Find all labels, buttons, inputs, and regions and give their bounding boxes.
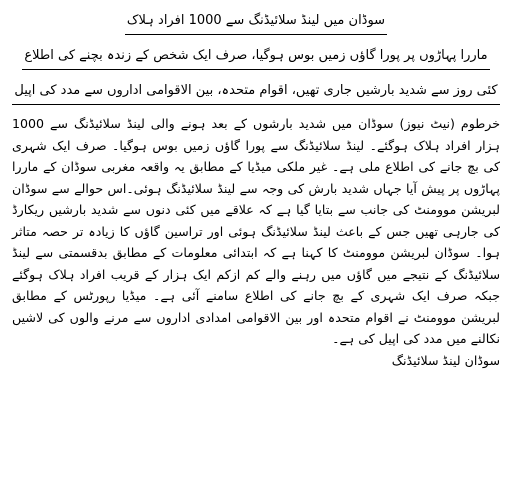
headline-sub-2: کئی روز سے شدید بارشیں جاری تھیں، اقوام متحدہ، بین الاقوامی اداروں سے مدد کی اپیل xyxy=(12,80,499,105)
article-tag: سوڈان لینڈ سلائیڈنگ xyxy=(391,352,500,368)
headline-block xyxy=(10,6,502,111)
headline-sub-1: ماررا پہاڑوں پر پورا گاؤں زمیں بوس ہوگیا، صرف ایک شخص کے زندہ بچنے کی اطلاع xyxy=(22,45,489,70)
article-paragraph: خرطوم (نیٹ نیوز) سوڈان میں شدید بارشوں کے بعد ہونے والی لینڈ سلائیڈنگ سے 1000 ہزار افراد ہلاک ہوگئے۔ لینڈ سلائیڈنگ سے پورا گاؤں زمیں بوس ہوگیا۔ صرف ایک شہری کی بچ جانے کی اطلاع ملی ہے۔ غیر ملکی میڈیا کے مطابق یہ واقعہ مغربی سوڈان کے ماررا پہاڑوں پر پیش آیا جہاں شدید بارش کی وجہ سے لینڈ سلائیڈنگ ہوئی۔اس حوالے سے سوڈان لبریشن موومنٹ کی جانب سے بتایا گیا ہے کہ علاقے میں کئی دنوں سے شدید بارشیں ریکارڈ کی جارہی تھیں جس کے باعث لینڈ سلائیڈنگ ہوئی اور تراسین گاؤں کا زیادہ تر حصہ متاثر ہوا۔ سوڈان لبریشن موومنٹ کا کہنا ہے کہ ابتدائی معلومات کے مطابق بدقسمتی سے لینڈ سلائیڈنگ کے نتیجے میں گاؤں میں رہنے والے کم ازکم ایک ہزار کے قریب افراد ہلاک ہوگئے جبکہ صرف ایک شہری کے بچ جانے کی اطلاع سامنے آئی ہے۔ میڈیا رپورٹس کے مطابق لبریشن موومنٹ نے اقوام متحدہ اور بین الاقوامی امدادی اداروں سے مرنے والوں کی لاشیں نکالنے میں مدد کی اپیل کی ہے۔ xyxy=(12,116,500,346)
article-body xyxy=(10,113,502,350)
headline-main: سوڈان میں لینڈ سلائیڈنگ سے 1000 افراد ہلاک xyxy=(125,10,387,35)
